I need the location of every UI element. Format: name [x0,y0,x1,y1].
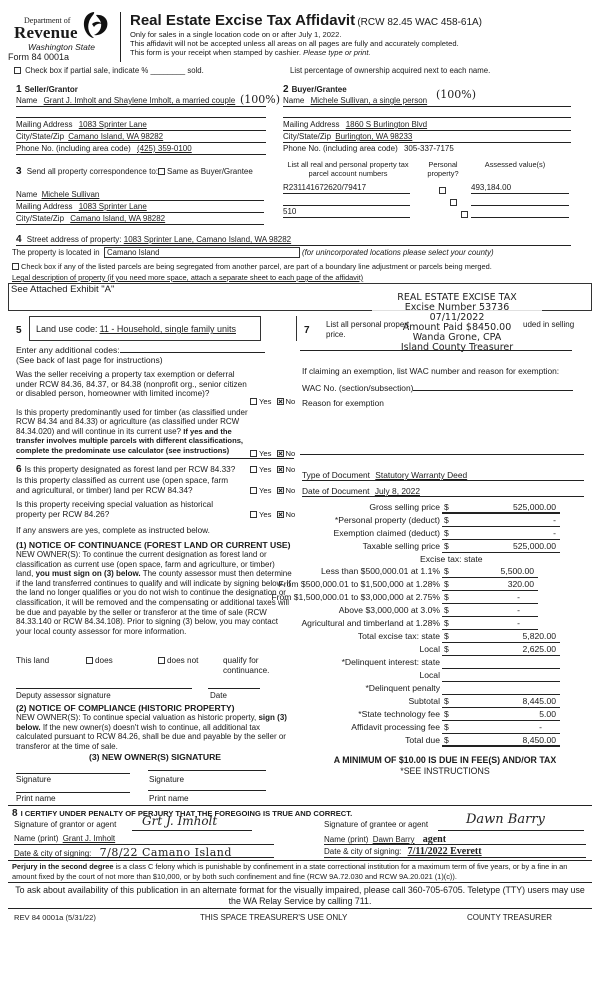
located-row: The property is located in [12,248,100,257]
minimum-due-notice: A MINIMUM OF $10.00 IS DUE IN FEE(S) AND/OR TAX [333,755,557,765]
exemption-reason-label: Reason for exemption [302,398,384,408]
document-type-field[interactable]: Type of Document Statutory Warranty Deed [302,470,584,481]
section5-bottom-divider [16,458,294,459]
form-number: Form 84 0001a [8,52,70,62]
does-not-qualify-checkbox[interactable] [158,657,165,664]
current-use-no-checkbox[interactable] [277,487,284,494]
grantee-name-field[interactable]: Name (print) Dawn Barry agent [324,834,586,845]
tax-row-delinquent-local: Local [300,670,590,682]
exemption-instruction: If claiming an exemption, list WAC number and reason for exemption: [302,366,560,376]
correspondence-name-field[interactable]: Name Michele Sullivan [16,190,264,201]
new-owner-signature-2-line[interactable] [148,770,266,771]
form-revision: REV 84 0001a (5/31/22) [14,913,96,922]
seller-name-field[interactable]: Name Grant J. Imholt and Shaylene Imholt, a married couple [16,96,266,107]
notice1-title: (1) NOTICE OF CONTINUANCE (FOREST LAND OR CURRENT USE) [16,540,291,550]
buyer-phone-field[interactable]: Phone No. (including area code) 305-337-7175 [283,144,454,153]
seller-city-field[interactable]: City/State/Zip Camano Island, WA 98282 [16,132,266,143]
seller-heading: 1 Seller/Grantor [16,84,78,95]
form-title-ref: (RCW 82.45 WAC 458-61A) [357,17,483,28]
located-note: (for unincorporated locations please select your county) [302,248,494,257]
deputy-signature-line[interactable] [16,688,192,689]
tax-row-bracket-4: Above $3,000,000 at 3.0% $ - [300,605,590,617]
tax-row-delinquent-penalty: *Delinquent penalty [300,683,590,695]
correspondence-mailing-field[interactable]: Mailing Address 1083 Sprinter Lane [16,202,264,213]
exemption-reason-line[interactable] [300,454,584,455]
segregated-checkbox[interactable] [12,263,19,270]
personal-property-list-line[interactable] [300,350,572,351]
partial-sale-checkbox[interactable] [14,67,21,74]
tax-row-subtotal: Subtotal $ 8,445.00 [300,696,590,708]
new-owner-print-2-line[interactable] [148,790,266,791]
document-date-field[interactable]: Date of Document July 8, 2022 [302,486,584,497]
current-use-answer: Yes No [250,486,295,495]
if-yes-instruction: If any answers are yes, complete as instructed below. [16,526,210,535]
logo-state: Washington State [28,42,95,52]
correspondence-heading: 3 Send all property correspondence to: Same as Buyer/Grantee [16,166,253,177]
seller-name-line2[interactable] [16,110,266,118]
buyer-heading: 2 Buyer/Grantee [283,84,347,95]
segregated-row: Check box if any of the listed parcels are being segregated from another parcel, are part of a boundary line adjustment or parcels being merged. [12,262,492,271]
header-note-2: This affidavit will not be accepted unless all areas on all pages are fully and accurately completed. [130,39,459,48]
excise-tax-state-heading: Excise tax: state [420,554,483,564]
street-address-field[interactable]: 4 Street address of property: 1083 Sprinter Lane, Camano Island, WA 98282 [16,234,571,246]
section8-top-divider [8,805,592,806]
header-divider [120,12,121,62]
tax-row-technology-fee: *State technology fee $ 5.00 [300,709,590,721]
total-due-field[interactable]: $ 8,450.00 [442,735,560,747]
grantor-signature-field[interactable]: Signature of grantor or agent Grt J. Imholt [14,820,274,832]
accessibility-notice: To ask about availability of this publication in an alternate format for the visually impaired, please call 360-705-6705. Teletype (TTY) users may use the WA Relay Service by calling 711. [15,885,585,906]
partial-sale-row: Check box if partial sale, indicate % ________ sold. [14,66,204,75]
delinquent-interest-local-field[interactable] [442,670,560,682]
personal-property-checkbox-2[interactable] [450,199,457,206]
personal-col-header: Personal property? [427,160,459,178]
buyer-name-field[interactable]: Name Michele Sullivan, a single person [283,96,571,107]
tax-row-total-due: Total due $ 8,450.00 [300,735,590,747]
logo-revenue: Revenue [14,23,78,42]
new-owner-signature-2-label: Signature [149,775,185,784]
notice2-title: (2) NOTICE OF COMPLIANCE (HISTORIC PROPERTY) [16,703,235,713]
subtotal-field[interactable]: $ 8,445.00 [442,696,560,708]
partial-sale-percent-field[interactable]: ________ [150,66,186,75]
new-owner-signature-title: (3) NEW OWNER(S) SIGNATURE [88,752,222,762]
exemption-question: Was the seller receiving a property tax exemption or deferral under RCW 84.36, 84.37, or 84.38 (nonprofit org., senior citizen or disabled person, homeowner with limited income)? [16,370,247,399]
timber-question: Is this property predominantly used for timber (as classified under RCW 84.34 and 84.33) or agriculture (as classified under RCW 84.34.020) and will continue in its current use? If yes and the transfer involves multiple parcels with different classifications, complete the predominate use calculator (see instructions) [16,408,248,455]
tax-row-agricultural: Agricultural and timberland at 1.28% $ - [300,618,590,630]
taxable-selling-price-field[interactable]: $ 525,000.00 [442,541,560,553]
forest-answer: Yes No [250,465,295,474]
exemption-no-checkbox[interactable] [277,398,284,405]
new-owner-print-1-label: Print name [16,794,56,803]
section7-label-b: uded in selling [523,320,575,329]
buyer-percentage: (100%) [436,88,477,101]
processing-fee-field[interactable]: $ - [442,722,560,734]
tax-row-taxable: Taxable selling price $ 525,000.00 [300,541,590,553]
personal-property-checkbox-1[interactable] [439,187,446,194]
personal-property-deduct-field[interactable]: $ - [442,515,560,527]
located-in-select[interactable]: Camano Island [104,247,300,258]
parcel-field-2[interactable] [283,195,410,206]
seller-phone-field[interactable]: Phone No. (including area code) (425) 359-0100 [16,144,266,155]
bracket-1-tax-field[interactable]: $ 5,500.00 [442,566,538,578]
tax-row-bracket-1: Less than $500,000.01 at 1.1% $ 5,500.00 [300,566,590,578]
current-use-question: Is this property classified as current use (open space, farm and agricultural, or timber) land per RCW 84.34? [16,476,229,495]
header-note-3: This form is your receipt when stamped by cashier. Please type or print. [130,48,371,57]
tax-row-gross: Gross selling price $ 525,000.00 [300,502,590,514]
tax-row-delinquent-state: *Delinquent interest: state [300,657,590,669]
historic-question: Is this property receiving special valuation as historical property per RCW 84.26? [16,500,214,519]
deputy-signature-label: Deputy assessor signature [16,691,111,700]
perjury-notice: Perjury in the second degree is a class C felony which is punishable by confinement in a state correctional institution for a maximum term of five years, or by a fine in an amount fixed by the court of not more than $10,000, or by both such confinement and fine (RCW 9A.72.030 and RCW 9A.20.021 (1)(c)). [12,862,568,881]
exemption-claimed-field[interactable]: $ - [442,528,560,540]
header-notes [130,30,459,57]
legal-description-field[interactable]: See Attached Exhibit "A" [8,283,592,311]
seller-percentage: (100%) [240,93,281,106]
tax-row-local: Local $ 2,625.00 [300,644,590,656]
continuance-row: This land does does not qualify for continuance. [16,656,270,675]
legal-description-label: Legal description of property (if you need more space, attach a separate sheet to each page of the affidavit) [12,273,364,282]
historic-no-checkbox[interactable] [277,511,284,518]
tax-row-personal: *Personal property (deduct) $ - [300,515,590,527]
timber-yes-checkbox[interactable] [250,450,257,457]
buyer-mailing-field[interactable]: Mailing Address 1860 S Burlington Blvd [283,120,571,131]
new-owner-print-2-label: Print name [149,794,189,803]
exemption-answer: Yes No [250,397,295,406]
buyer-name-line2[interactable] [283,110,571,118]
section7-label-c: price. [326,330,346,339]
land-use-box[interactable]: Land use code: 11 - Household, single family units [29,316,261,341]
grantee-signature: Dawn Barry [466,812,545,827]
bracket-2-tax-field[interactable]: $ 320.00 [442,579,538,591]
exemption-yes-checkbox[interactable] [250,398,257,405]
forest-question: 6 Is this property designated as forest land per RCW 84.33? [16,464,236,475]
forest-yes-checkbox[interactable] [250,466,257,473]
buyer-city-field[interactable]: City/State/Zip Burlington, WA 98233 [283,132,571,143]
notice2-body: NEW OWNER(S): To continue special valuation as historic property, sign (3) below. If the new owner(s) doesn't wish to continue, all additional tax calculated pursuant to RCW 84.26, shall be due and payable by the seller or transferor at the time of sale. [16,713,287,751]
header-note-1: Only for sales in a single location code on or after July 1, 2022. [130,30,342,39]
deputy-date-line[interactable] [208,688,260,689]
wac-number-field[interactable]: WAC No. (section/subsection) [302,383,573,393]
personal-property-checkbox-3[interactable] [461,211,468,218]
wa-dor-swoosh-logo-icon [80,10,110,40]
perjury-bottom-divider [8,882,592,883]
total-excise-state-field[interactable]: $ 5,820.00 [442,631,560,643]
tax-row-exemption: Exemption claimed (deduct) $ - [300,528,590,540]
deputy-date-label: Date [210,691,227,700]
grantor-name-field[interactable]: Name (print) Grant J. Imholt [14,834,274,845]
agricultural-tax-field[interactable]: $ - [442,618,538,630]
form-title-row [130,12,482,29]
certification-statement: 8 I CERTIFY UNDER PENALTY OF PERJURY THAT THE FOREGOING IS TRUE AND CORRECT. [12,808,353,819]
timber-answer: Yes No [250,449,295,458]
local-excise-field[interactable]: $ 2,625.00 [442,644,560,656]
delinquent-interest-state-field[interactable] [442,657,560,669]
tax-row-processing-fee: Affidavit processing fee $ - [300,722,590,734]
parcel-col-header: List all real and personal property tax parcel account numbers [287,160,409,178]
ownership-note: List percentage of ownership acquired next to each name. [290,66,491,75]
assessed-field-3[interactable] [471,207,569,218]
correspondence-city-field[interactable]: City/State/Zip Camano Island, WA 98282 [16,214,264,225]
perjury-top-divider [8,860,592,861]
form-title: Real Estate Excise Tax Affidavit [130,12,356,29]
assessed-field-1[interactable]: 493,184.00 [471,183,569,194]
grantee-date-city-field[interactable]: Date & city of signing: 7/11/2022 Everett [324,846,586,858]
county-treasurer-label: COUNTY TREASURER [467,913,553,922]
bracket-4-tax-field[interactable]: $ - [442,605,538,617]
grantor-date-city-field[interactable]: Date & city of signing: 7/8/22 Camano Island [14,846,274,858]
tax-row-bracket-2: From $500,000.01 to $1,500,000 at 1.28% $ 320.00 [300,579,590,591]
historic-answer: Yes No [250,510,295,519]
new-owner-signature-1-label: Signature [16,775,52,784]
section7-number: 7 [304,325,310,336]
notice1-body: NEW OWNER(S): To continue the current designation as forest land or classification as current use (open space, farm and agriculture, or timber) land, you must sign on (3) below. The county assessor must then determine if the land transferred continues to qualify and will indicate by signing below. If the land no longer qualifies or you do not wish to continue the designation or classification, it will be removed and the compensating or additional taxes will be due and payable by the seller or transferor at the time of sale (RCW 84.33.140 or RCW 84.34.108). Prior to signing (3) below, you may contact your local county assessor for more information. [16,550,292,636]
see-instructions: *SEE INSTRUCTIONS [400,766,490,776]
additional-codes-field[interactable]: Enter any additional codes: (See back of last page for instructions) [16,345,286,365]
grantor-signature: Grt J. Imholt [142,814,218,828]
seller-mailing-field[interactable]: Mailing Address 1083 Sprinter Lane [16,120,266,131]
delinquent-penalty-field[interactable] [442,683,560,695]
tax-row-bracket-3: From $1,500,000.01 to $3,000,000 at 2.75% $ - [300,592,590,604]
assessed-col-header: Assessed value(s) [484,160,546,169]
bracket-3-tax-field[interactable]: $ - [442,592,538,604]
treasurer-use-only: THIS SPACE TREASURER'S USE ONLY [200,913,348,922]
parcel-field-1[interactable]: R231141672620/79417 [283,183,410,194]
accessibility-bottom-divider [8,908,592,909]
new-owner-print-1-line[interactable] [16,792,130,793]
historic-yes-checkbox[interactable] [250,511,257,518]
new-owner-signature-1-line[interactable] [16,773,130,774]
same-as-buyer-checkbox[interactable] [158,168,165,175]
section5-number: 5 [16,325,22,336]
logo-dept-of: Department of [24,16,71,25]
does-qualify-checkbox[interactable] [86,657,93,664]
section7-label-a: List all personal propert [326,320,410,329]
assessed-field-2[interactable] [471,195,569,206]
tax-row-total-state: Total excise tax: state $ 5,820.00 [300,631,590,643]
section7-box-left [296,316,297,341]
gross-selling-price-field[interactable]: $ 525,000.00 [442,502,560,514]
current-use-yes-checkbox[interactable] [250,487,257,494]
treasurer-stamp: REAL ESTATE EXCISE TAX Excise Number 53736 07/11/2022 Amount Paid $8450.00 Wanda Grone, CPA Island County Treasurer [372,293,542,353]
grantee-signature-field[interactable]: Signature of grantee or agent Dawn Barry [324,820,586,832]
technology-fee-field[interactable]: $ 5.00 [442,709,560,721]
timber-no-checkbox[interactable] [277,450,284,457]
forest-no-checkbox[interactable] [277,466,284,473]
parcel-field-3[interactable]: 510 [283,207,410,218]
